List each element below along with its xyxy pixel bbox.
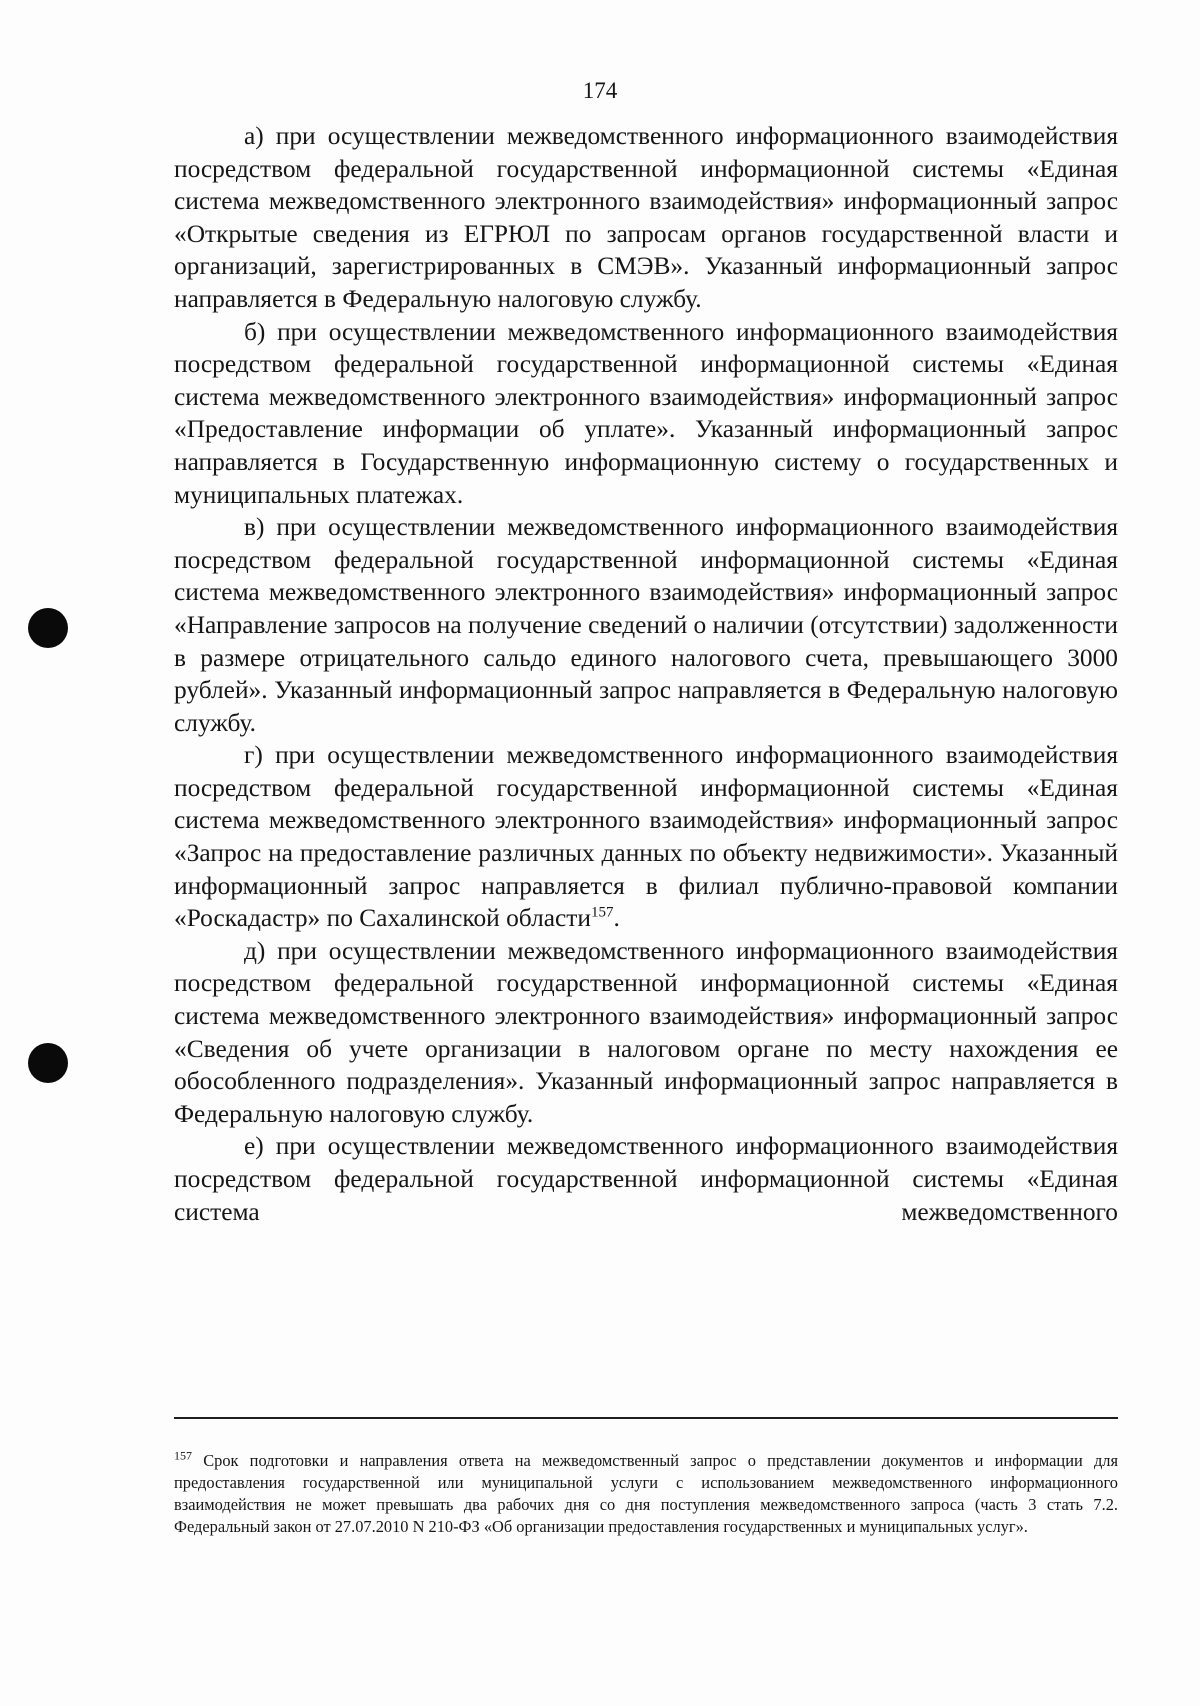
paragraph-b [174,316,1118,512]
footnote-divider [174,1417,1118,1419]
paragraph-text: е) при осуществлении межведомственного информационного взаимодействия посредством федеральной государственной информационной системы «Единая система межведомственного [174,1132,1118,1226]
main-text [174,120,1118,1228]
footnote-number: 157 [174,1448,192,1463]
footnote-reference[interactable]: 157 [590,904,614,921]
footnote-text: Срок подготовки и направления ответа на межведомственный запрос о представлении документов и информации для предоставления государственной или муниципальной услуги с использованием межведомственного информационного взаимодействия не может превышать два рабочих дня со дня поступления межведомственного запроса (часть 3 стать 7.2. Федеральный закон от 27.07.2010 N 210-ФЗ «Об организации предоставления государственных и муниципальных услуг». [174,1451,1118,1536]
paragraph-text: д) при осуществлении межведомственного информационного взаимодействия посредством федеральной государственной информационной системы «Единая система межведомственного электронного взаимодействия» информационный запрос «Сведения об учете организации в налоговом органе по месту нахождения ее обособленного подразделения». Указанный информационный запрос направляется в Федеральную налоговую службу. [174,936,1118,1128]
page-number: 174 [582,78,618,103]
punch-hole-mark [28,608,68,648]
paragraph-text: а) при осуществлении межведомственного информационного взаимодействия посредством федеральной государственной информационной системы «Единая система межведомственного электронного взаимодействия» информационный запрос «Открытые сведения из ЕГРЮЛ по запросам органов государственной власти и организаций, зарегистрированных в СМЭВ». Указанный информационный запрос направляется в Федеральную налоговую службу. [174,122,1118,313]
paragraph-v [174,511,1118,739]
paragraph-g [174,739,1118,935]
paragraph-a [174,120,1118,316]
paragraph-text-end: . [613,904,620,933]
paragraph-text: г) при осуществлении межведомственного информационного взаимодействия посредством федеральной государственной информационной системы «Единая система межведомственного электронного взаимодействия» информационный запрос «Запрос на предоставление различных данных по объекту недвижимости». Указанный информационный запрос направляется в филиал публично-правовой компании «Роскадастр» по Сахалинской области [174,741,1118,933]
punch-hole-mark [28,1043,68,1083]
paragraph-text: в) при осуществлении межведомственного информационного взаимодействия посредством федеральной государственной информационной системы «Единая система межведомственного электронного взаимодействия» информационный запрос «Направление запросов на получение сведений о наличии (отсутствии) задолженности в размере отрицательного сальдо единого налогового счета, превышающего 3000 рублей». Указанный информационный запрос направляется в Федеральную налоговую службу. [174,513,1118,737]
paragraph-d [174,935,1118,1131]
paragraph-text: б) при осуществлении межведомственного информационного взаимодействия посредством федеральной государственной информационной системы «Единая система межведомственного электронного взаимодействия» информационный запрос «Предоставление информации об уплате». Указанный информационный запрос направляется в Государственную информационную систему о государственных и муниципальных платежах. [174,317,1118,509]
paragraph-e [174,1130,1118,1228]
footnote [174,1450,1118,1538]
